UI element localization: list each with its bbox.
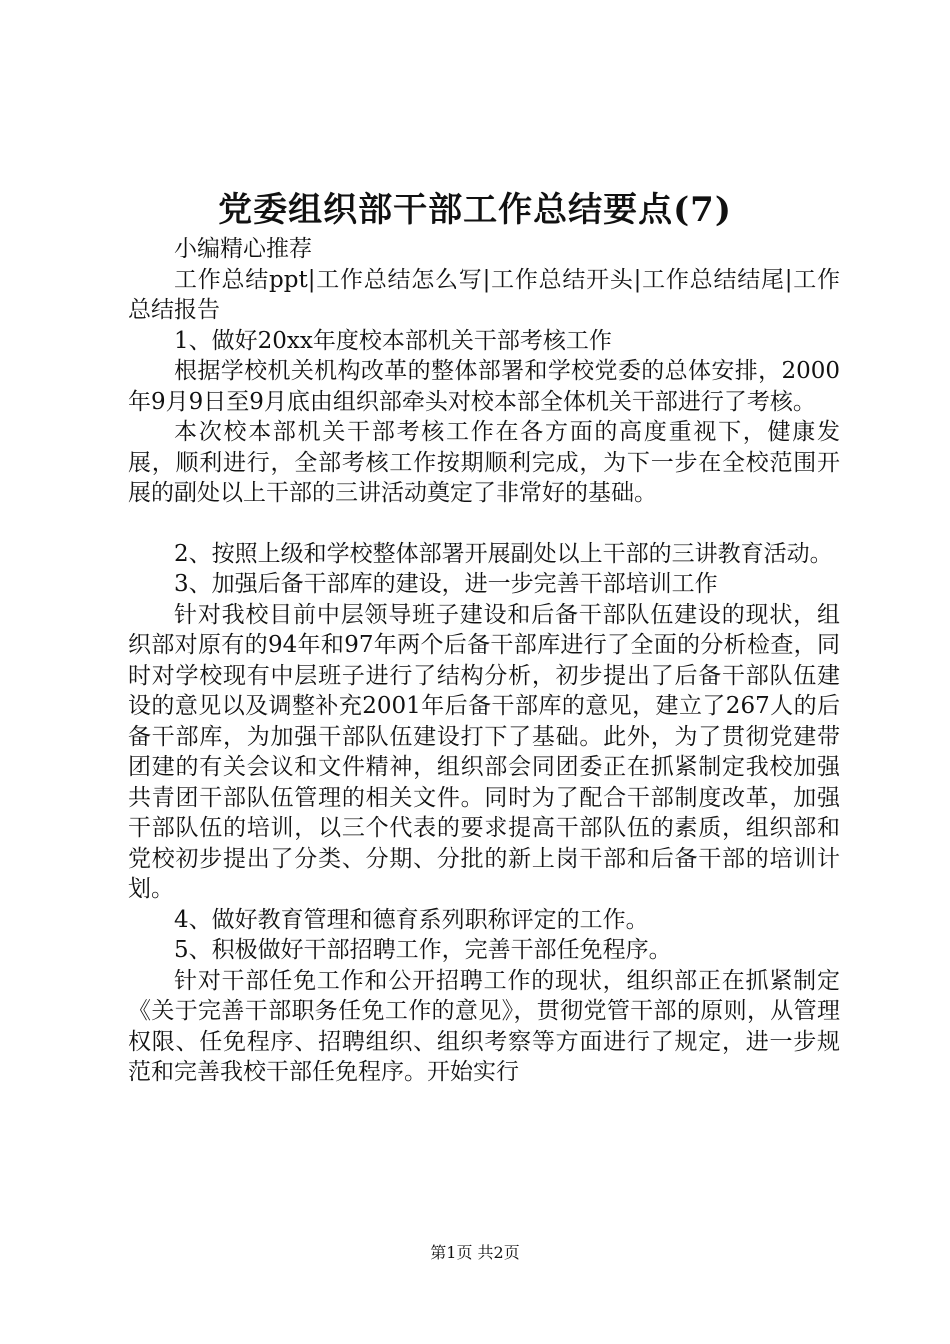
page-number-current: 第1页 [430,1243,473,1262]
paragraph: 小编精心推荐 [174,236,312,262]
paragraph: 针对干部任免工作和公开招聘工作的现状，组织部正在抓紧制定《关于完善干部职务任免工作的意见》，贯彻党管干部的原则，从管理权限、任免程序、招聘组织、组织考察等方面进行了规定，进一步规范和完善我校干部任免程序。开始实行 [128,967,840,1085]
paragraph: 针对我校目前中层领导班子建设和后备干部队伍建设的现状，组织部对原有的94年和97年两个后备干部库进行了全面的分析检查，同时对学校现有中层班子进行了结构分析，初步提出了后备干部队伍建设的意见以及调整补充2001年后备干部库的意见，建立了267人的后备干部库，为加强干部队伍建设打下了基础。此外，为了贯彻党建带团建的有关会议和文件精神，组织部会同团委正在抓紧制定我校加强共青团干部队伍管理的相关文件。同时为了配合干部制度改革，加强干部队伍的培训，以三个代表的要求提高干部队伍的素质，组织部和党校初步提出了分类、分期、分批的新上岗干部和后备干部的培训计划。 [128,601,840,902]
page-footer [0,1242,950,1264]
paragraph: 工作总结ppt|工作总结怎么写|工作总结开头|工作总结结尾|工作总结报告 [128,266,840,323]
paragraph: 本次校本部机关干部考核工作在各方面的高度重视下，健康发展，顺利进行，全部考核工作按期顺利完成，为下一步在全校范围开展的副处以上干部的三讲活动奠定了非常好的基础。 [128,419,840,506]
document-title: 党委组织部干部工作总结要点(7) [218,190,732,230]
paragraph: 1、做好20xx年度校本部机关干部考核工作 [174,327,612,354]
paragraph: 根据学校机关机构改革的整体部署和学校党委的总体安排，2000年9月9日至9月底由组织部牵头对校本部全体机关干部进行了考核。 [128,358,840,415]
page-number-total: 共2页 [477,1243,520,1262]
paragraph: 2、按照上级和学校整体部署开展副处以上干部的三讲教育活动。 [174,540,833,567]
document-body [128,234,840,1088]
paragraph: 3、加强后备干部库的建设，进一步完善干部培训工作 [174,571,718,597]
paragraph: 4、做好教育管理和德育系列职称评定的工作。 [174,906,649,933]
paragraph: 5、积极做好干部招聘工作，完善干部任免程序。 [174,937,672,963]
